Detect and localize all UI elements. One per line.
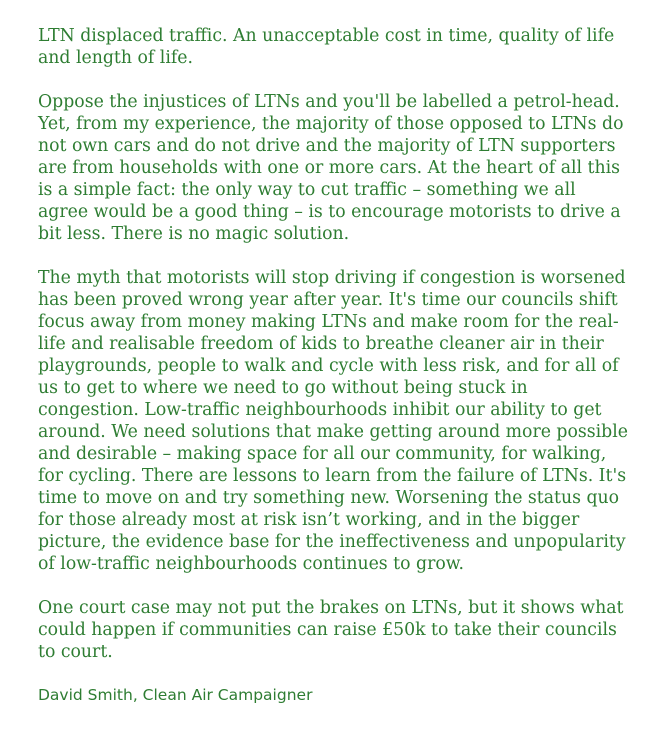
paragraph-court-case: One court case may not put the brakes on LTNs, but it shows what could happen if communities can raise £50k to take their councils to court. — [38, 598, 624, 662]
paragraph-petrol-head: Oppose the injustices of LTNs and you'll be labelled a petrol-head. Yet, from my experience, the majority of those opposed to LTNs do not own cars and do not drive and the majority of LTN supporters are from households with one or more cars. At the heart of all this is a simple fact: the only way to cut traffic – something we all agree would be a good thing – is to encourage motorists to drive a bit less. There is no magic solution. — [38, 92, 624, 244]
author-signature: David Smith, Clean Air Campaigner — [38, 686, 313, 704]
paragraph-myth: The myth that motorists will stop driving if congestion is worsened has been proved wrong year after year. It's time our councils shift focus away from money making LTNs and make room for the real-life and realisable freedom of kids to breathe cleaner air in their playgrounds, people to walk and cycle with less risk, and for all of us to get to where we need to go without being stuck in congestion. Low-traffic neighbourhoods inhibit our ability to get around. We need solutions that make getting around more possible and desirable – making space for all our community, for walking, for cycling. There are lessons to learn from the failure of LTNs. It's time to move on and try something new. Worsening the status quo for those already most at risk isn’t working, and in the bigger picture, the evidence base for the ineffectiveness and unpopularity of low-traffic neighbourhoods continues to grow. — [38, 268, 628, 574]
paragraph-intro: LTN displaced traffic. An unacceptable cost in time, quality of life and length of life. — [38, 26, 615, 68]
